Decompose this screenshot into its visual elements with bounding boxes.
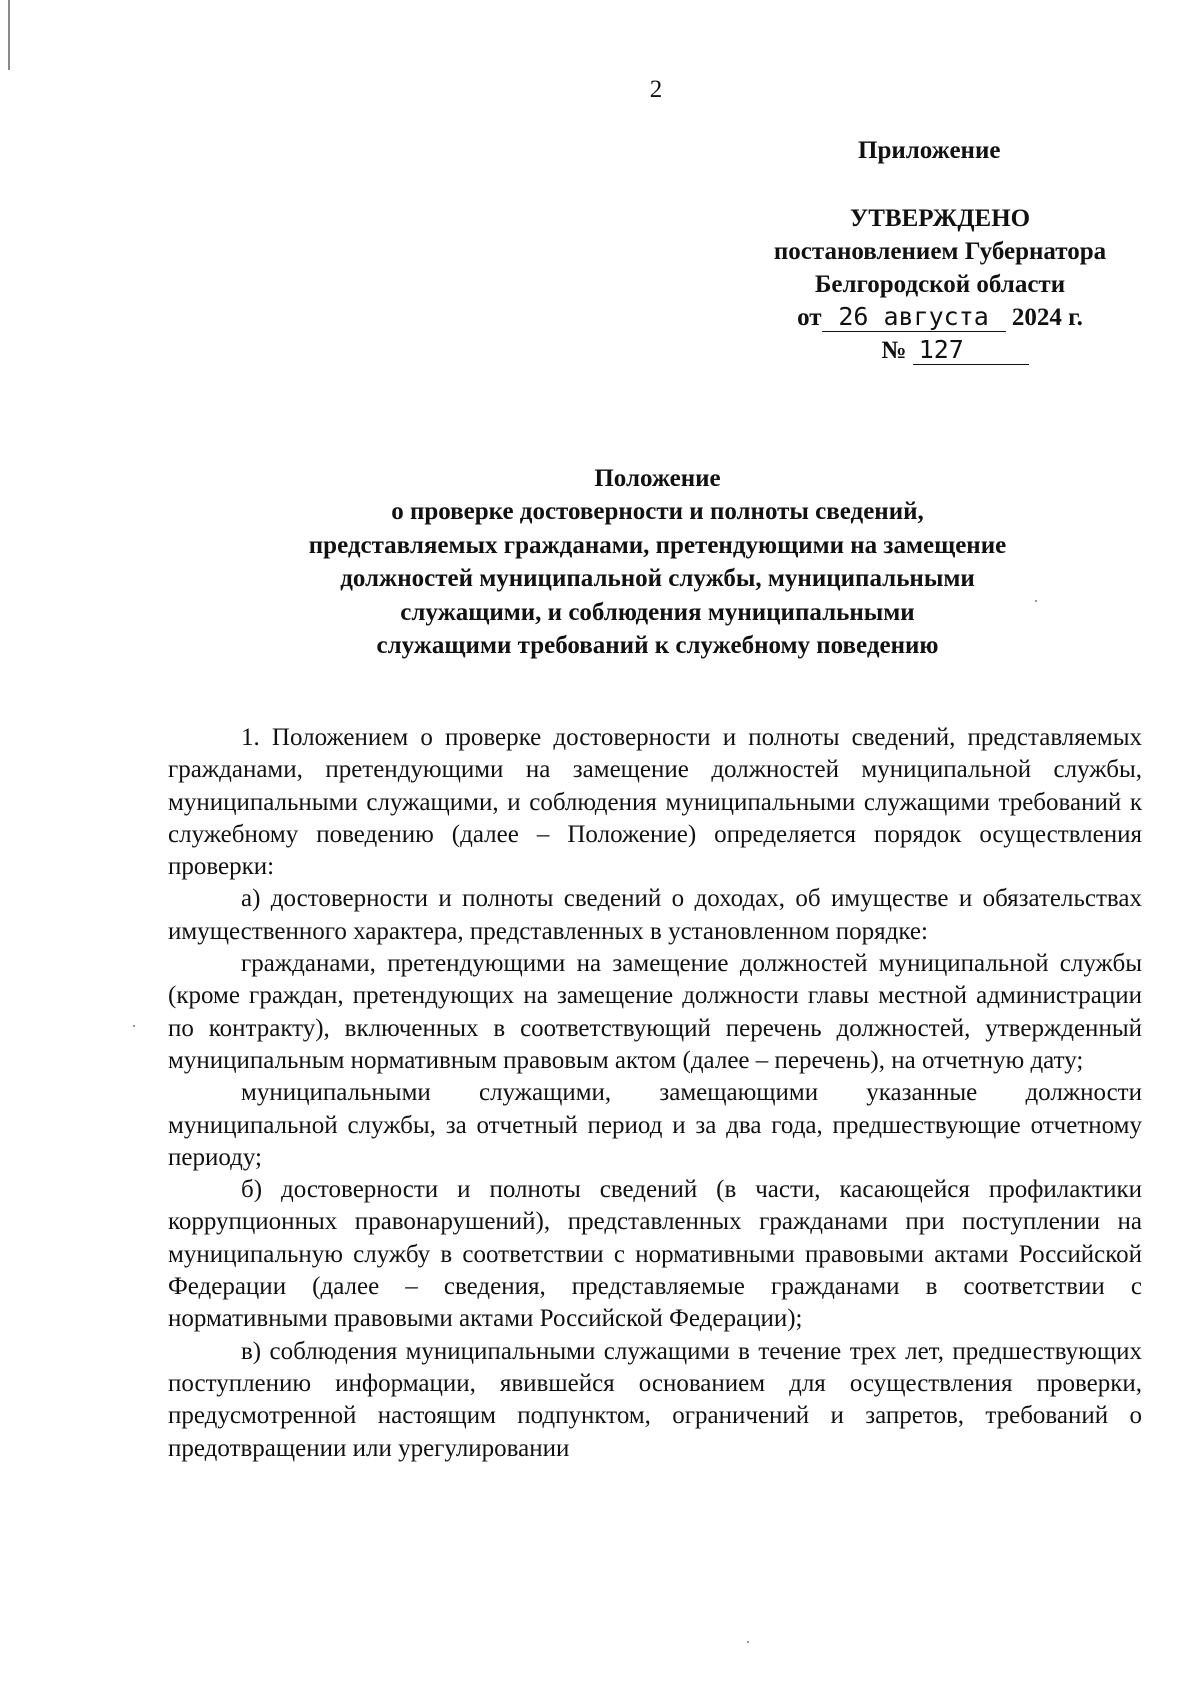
title-line-3: представляемых гражданами, претендующими на замещение [308,531,1007,559]
paragraph: 1. Положением о проверке достоверности и полноты сведений, представляемых гражданами, претендующими на замещение должностей муниципальной службы, муниципальными служащими, и соблюдения муниципальными служащими требований к служебному поведению (далее – Положение) определяется порядок осуществления проверки: [168,724,1142,881]
date-value: 26 августа [822,303,1006,332]
paragraph: б) достоверности и полноты сведений (в части, касающейся профилактики коррупционных правонарушений), представленных гражданами при поступлении на муниципальную службу в соответствии с нормативными правовыми актами Российской Федерации (далее – сведения, представляемые гражданами в соответствии с нормативными правовыми актами Российской Федерации); [168,1176,1142,1333]
number-value: 127 [913,336,1029,365]
paragraph: муниципальными служащими, замещающими указанные должности муниципальной службы, за отчетный период и за два года, предшествующие отчетному периоду; [168,1079,1142,1171]
scan-speck [1035,600,1037,602]
title-line-6: служащими требований к служебному поведению [376,632,939,660]
number-prefix: № [881,337,907,364]
title-line-5: служащими, и соблюдения муниципальными [400,598,915,626]
approval-line-2: Белгородской области [814,271,1066,298]
paragraph: а) достоверности и полноты сведений о доходах, об имуществе и обязательствах имущественного характера, представленных в установленном порядке: [168,885,1142,945]
approval-heading: УТВЕРЖДЕНО [849,205,1031,232]
scan-speck [133,1025,135,1027]
appendix-label: Приложение [858,137,1001,164]
paragraph: в) соблюдения муниципальными служащими в течение трех лет, предшествующих поступлению информации, явившейся основанием для осуществления проверки, предусмотренной настоящим подпунктом, ограничений и запретов, требований о предотвращении или урегулировании [168,1337,1142,1462]
approval-number-row [720,334,1160,367]
date-suffix: 2024 г. [1011,304,1083,331]
title-line-1: Положение [594,465,721,492]
title-line-2: о проверке достоверности и полноты сведений, [391,498,924,526]
page-number: 2 [649,76,663,103]
date-prefix: от [797,304,822,331]
approval-block [720,202,1160,367]
document-body [168,722,1142,1465]
scan-speck [747,1641,749,1643]
scan-edge-line [8,0,10,70]
approval-line-1: постановлением Губернатора [773,238,1107,265]
approval-date-row [797,301,1083,334]
document-title [160,462,1155,662]
paragraph: гражданами, претендующими на замещение должностей муниципальной службы (кроме граждан, претендующих на замещение должности главы местной администрации по контракту), включенных в соответствующий перечень должностей, утвержденный муниципальным нормативным правовым актом (далее – перечень), на отчетную дату; [168,950,1142,1074]
title-line-4: должностей муниципальной службы, муниципальными [340,565,975,593]
